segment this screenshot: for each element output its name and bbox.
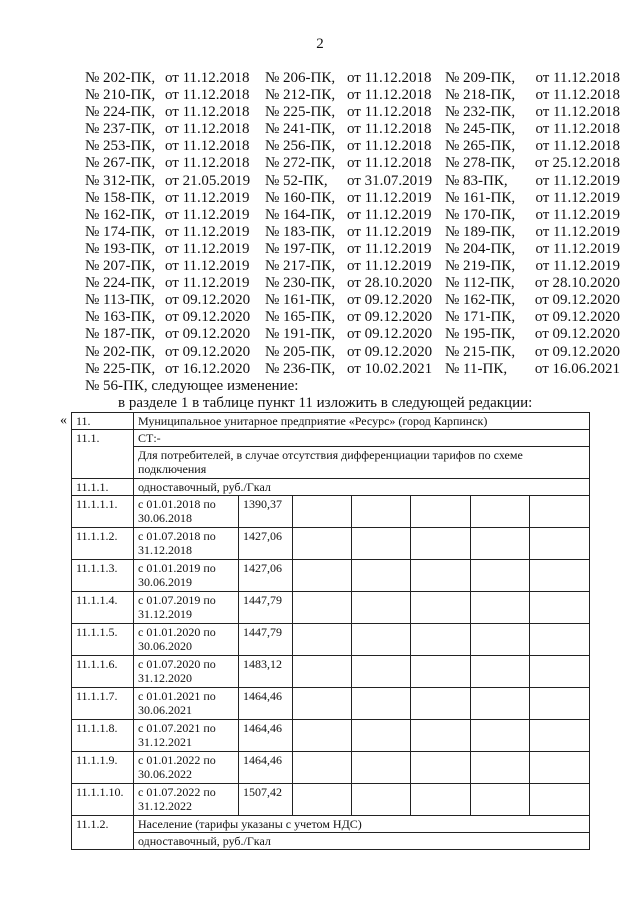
rate-value: 1390,37 <box>239 496 293 528</box>
empty-cell <box>411 752 471 784</box>
decree-row <box>85 309 620 326</box>
decree-date: от 11.12.2018 <box>347 138 432 155</box>
decree-number: № 187-ПК, <box>85 326 156 343</box>
decree-date: от 11.12.2019 <box>535 258 620 275</box>
empty-cell <box>293 496 352 528</box>
rate-type: одноставочный, руб./Гкал <box>134 833 590 850</box>
table-row <box>72 560 590 592</box>
decree-row <box>85 155 620 172</box>
decree-number: № 225-ПК, <box>85 360 156 377</box>
rate-number: 11.1.1.7. <box>72 688 134 720</box>
decree-number: № 230-ПК, <box>265 275 336 292</box>
decree-date: от 11.12.2018 <box>347 121 432 138</box>
decree-date: от 09.12.2020 <box>165 326 251 343</box>
decree-date: от 11.12.2019 <box>535 172 620 189</box>
decree-number: № 112-ПК, <box>445 275 515 292</box>
decree-date: от 09.12.2020 <box>347 343 433 360</box>
decree-date: от 09.12.2020 <box>534 292 620 309</box>
decree-row <box>85 326 620 343</box>
decree-date: от 31.07.2019 <box>347 172 433 189</box>
empty-cell <box>471 688 530 720</box>
rate-value: 1464,46 <box>239 720 293 752</box>
decree-number: № 212-ПК, <box>265 87 336 104</box>
decree-date: от 11.12.2019 <box>347 258 432 275</box>
empty-cell <box>411 560 471 592</box>
table-row <box>72 479 590 496</box>
tariff-table <box>71 412 590 850</box>
decree-date: от 09.12.2020 <box>347 292 433 309</box>
decree-number: № 205-ПК, <box>265 343 336 360</box>
empty-cell <box>530 592 590 624</box>
decree-date: от 09.12.2020 <box>347 309 433 326</box>
decree-date: от 09.12.2020 <box>165 309 251 326</box>
decree-number: № 278-ПК, <box>445 155 516 172</box>
decree-row <box>85 344 620 361</box>
decree-number: № 163-ПК, <box>85 309 156 326</box>
decree-date: от 11.12.2018 <box>347 70 432 86</box>
decree-date: от 11.12.2018 <box>165 70 250 86</box>
decree-number: № 236-ПК, <box>265 360 336 377</box>
decree-date: от 11.12.2018 <box>347 104 432 121</box>
decree-date: от 28.10.2020 <box>534 275 620 292</box>
decree-date: от 25.12.2018 <box>534 155 620 172</box>
empty-cell <box>352 752 411 784</box>
decree-number: № 191-ПК, <box>265 326 336 343</box>
table-row <box>72 413 590 430</box>
decree-date: от 11.12.2019 <box>347 189 432 206</box>
empty-cell <box>471 592 530 624</box>
table-row <box>72 720 590 752</box>
decree-number: № 209-ПК, <box>445 70 516 86</box>
decree-date: от 11.12.2018 <box>165 138 250 155</box>
decree-date: от 11.12.2018 <box>535 138 620 155</box>
population-text: Население (тарифы указаны с учетом НДС) <box>134 816 590 833</box>
rate-period: с 01.01.2022 по 30.06.2022 <box>134 752 239 784</box>
empty-cell <box>471 624 530 656</box>
empty-cell <box>293 688 352 720</box>
decree-number: № 253-ПК, <box>85 138 156 155</box>
decree-number: № 219-ПК, <box>445 258 516 275</box>
decree-list <box>85 70 620 378</box>
decree-row <box>85 138 620 155</box>
table-row <box>72 496 590 528</box>
rate-value: 1447,79 <box>239 624 293 656</box>
empty-cell <box>530 496 590 528</box>
decree-row <box>85 173 620 190</box>
decree-date: от 11.12.2018 <box>165 104 250 121</box>
decree-date: от 11.12.2019 <box>165 275 250 292</box>
item-number: 11. <box>72 413 134 430</box>
table-row <box>72 656 590 688</box>
decree-row <box>85 361 620 378</box>
empty-cell <box>471 560 530 592</box>
rate-period: с 01.07.2022 по 31.12.2022 <box>134 784 239 816</box>
decree-date: от 11.12.2018 <box>347 87 432 104</box>
rate-number: 11.1.1.5. <box>72 624 134 656</box>
decree-number: № 161-ПК, <box>445 189 516 206</box>
decree-number: № 83-ПК, <box>445 172 508 189</box>
rate-period: с 01.01.2019 по 30.06.2019 <box>134 560 239 592</box>
decree-number: № 232-ПК, <box>445 104 516 121</box>
empty-cell <box>293 592 352 624</box>
rate-number: 11.1.1.8. <box>72 720 134 752</box>
empty-cell <box>471 784 530 816</box>
decree-number: № 161-ПК, <box>265 292 336 309</box>
decree-number: № 217-ПК, <box>265 258 336 275</box>
empty-cell <box>411 720 471 752</box>
rate-number: 11.1.1.2. <box>72 528 134 560</box>
item-number: 11.1.2. <box>72 816 134 850</box>
empty-cell <box>411 592 471 624</box>
decree-number: № 237-ПК, <box>85 121 156 138</box>
decree-row <box>85 70 620 87</box>
decree-date: от 09.12.2020 <box>534 343 620 360</box>
rate-period: с 01.01.2020 по 30.06.2020 <box>134 624 239 656</box>
empty-cell <box>293 784 352 816</box>
decree-date: от 11.12.2018 <box>535 87 620 104</box>
decree-date: от 28.10.2020 <box>347 275 433 292</box>
decree-date: от 11.12.2019 <box>535 240 620 257</box>
decree-date: от 11.12.2019 <box>165 223 250 240</box>
decree-tail: № 56-ПК, следующее изменение: <box>85 378 299 394</box>
empty-cell <box>352 592 411 624</box>
empty-cell <box>411 528 471 560</box>
decree-date: от 09.12.2020 <box>534 326 620 343</box>
empty-cell <box>530 784 590 816</box>
consumers-text: Для потребителей, в случае отсутствия дифференциации тарифов по схеме подключения <box>134 447 590 479</box>
rate-period: с 01.07.2021 по 31.12.2021 <box>134 720 239 752</box>
decree-row <box>85 292 620 309</box>
empty-cell <box>530 720 590 752</box>
table-row <box>72 447 590 479</box>
decree-date: от 11.12.2019 <box>347 206 432 223</box>
empty-cell <box>293 656 352 688</box>
table-row <box>72 816 590 833</box>
empty-cell <box>352 688 411 720</box>
decree-number: № 256-ПК, <box>265 138 336 155</box>
empty-cell <box>471 496 530 528</box>
decree-date: от 11.12.2019 <box>535 189 620 206</box>
empty-cell <box>352 784 411 816</box>
decree-date: от 11.12.2018 <box>535 121 620 138</box>
decree-date: от 11.12.2018 <box>347 155 432 172</box>
decree-date: от 09.12.2020 <box>165 343 251 360</box>
decree-number: № 52-ПК, <box>265 172 328 189</box>
empty-cell <box>293 560 352 592</box>
rate-value: 1507,42 <box>239 784 293 816</box>
decree-row <box>85 87 620 104</box>
decree-number: № 171-ПК, <box>445 309 516 326</box>
decree-number: № 162-ПК, <box>445 292 516 309</box>
decree-date: от 11.12.2019 <box>347 240 432 257</box>
rate-period: с 01.07.2020 по 31.12.2020 <box>134 656 239 688</box>
empty-cell <box>293 528 352 560</box>
decree-number: № 195-ПК, <box>445 326 516 343</box>
decree-date: от 21.05.2019 <box>165 172 251 189</box>
decree-number: № 158-ПК, <box>85 189 156 206</box>
section-intro: в разделе 1 в таблице пункт 11 изложить в следующей редакции: <box>118 395 533 411</box>
empty-cell <box>352 624 411 656</box>
decree-number: № 164-ПК, <box>265 206 336 223</box>
rate-value: 1464,46 <box>239 752 293 784</box>
empty-cell <box>352 528 411 560</box>
rate-type: одноставочный, руб./Гкал <box>134 479 590 496</box>
decree-row <box>85 241 620 258</box>
decree-number: № 312-ПК, <box>85 172 156 189</box>
decree-number: № 225-ПК, <box>265 104 336 121</box>
empty-cell <box>530 560 590 592</box>
decree-row <box>85 207 620 224</box>
page-number: 2 <box>316 36 324 52</box>
decree-date: от 11.12.2019 <box>347 223 432 240</box>
empty-cell <box>293 752 352 784</box>
decree-number: № 207-ПК, <box>85 258 156 275</box>
decree-number: № 11-ПК, <box>445 360 508 377</box>
decree-date: от 16.12.2020 <box>165 360 251 377</box>
empty-cell <box>352 560 411 592</box>
decree-number: № 267-ПК, <box>85 155 156 172</box>
decree-number: № 165-ПК, <box>265 309 336 326</box>
decree-date: от 11.12.2019 <box>165 258 250 275</box>
decree-row <box>85 190 620 207</box>
decree-date: от 11.12.2019 <box>535 206 620 223</box>
rate-value: 1427,06 <box>239 528 293 560</box>
decree-date: от 11.12.2019 <box>165 240 250 257</box>
decree-date: от 09.12.2020 <box>165 292 251 309</box>
empty-cell <box>471 720 530 752</box>
table-row <box>72 592 590 624</box>
decree-number: № 193-ПК, <box>85 240 156 257</box>
rate-number: 11.1.1.4. <box>72 592 134 624</box>
table-row <box>72 833 590 850</box>
empty-cell <box>352 656 411 688</box>
decree-date: от 11.12.2018 <box>165 87 250 104</box>
decree-date: от 09.12.2020 <box>347 326 433 343</box>
decree-row <box>85 104 620 121</box>
empty-cell <box>411 496 471 528</box>
decree-number: № 202-ПК, <box>85 70 156 86</box>
decree-number: № 245-ПК, <box>445 121 516 138</box>
decree-number: № 265-ПК, <box>445 138 516 155</box>
decree-date: от 11.12.2018 <box>165 155 250 172</box>
table-row <box>72 624 590 656</box>
table-row <box>72 688 590 720</box>
decree-row <box>85 275 620 292</box>
decree-number: № 183-ПК, <box>265 223 336 240</box>
empty-cell <box>530 688 590 720</box>
decree-date: от 10.02.2021 <box>347 360 433 377</box>
decree-number: № 197-ПК, <box>265 240 336 257</box>
decree-number: № 160-ПК, <box>265 189 336 206</box>
empty-cell <box>530 624 590 656</box>
decree-number: № 210-ПК, <box>85 87 156 104</box>
empty-cell <box>530 752 590 784</box>
open-quote: « <box>60 413 67 428</box>
table-row <box>72 528 590 560</box>
rate-value: 1427,06 <box>239 560 293 592</box>
rate-period: с 01.01.2018 по 30.06.2018 <box>134 496 239 528</box>
empty-cell <box>471 752 530 784</box>
decree-date: от 11.12.2019 <box>165 189 250 206</box>
empty-cell <box>352 496 411 528</box>
decree-number: № 170-ПК, <box>445 206 516 223</box>
rate-number: 11.1.1.6. <box>72 656 134 688</box>
table-row <box>72 430 590 447</box>
table-row <box>72 752 590 784</box>
decree-number: № 174-ПК, <box>85 223 156 240</box>
empty-cell <box>352 720 411 752</box>
empty-cell <box>293 624 352 656</box>
decree-row <box>85 258 620 275</box>
item-number: 11.1. <box>72 430 134 479</box>
empty-cell <box>530 528 590 560</box>
rate-value: 1483,12 <box>239 656 293 688</box>
decree-number: № 272-ПК, <box>265 155 336 172</box>
rate-period: с 01.01.2021 по 30.06.2021 <box>134 688 239 720</box>
empty-cell <box>411 784 471 816</box>
organization-name: Муниципальное унитарное предприятие «Ресурс» (город Карпинск) <box>134 413 590 430</box>
decree-date: от 09.12.2020 <box>534 309 620 326</box>
decree-number: № 224-ПК, <box>85 275 156 292</box>
rate-period: с 01.07.2018 по 31.12.2018 <box>134 528 239 560</box>
empty-cell <box>471 656 530 688</box>
decree-number: № 202-ПК, <box>85 343 156 360</box>
decree-number: № 204-ПК, <box>445 240 516 257</box>
decree-date: от 11.12.2019 <box>165 206 250 223</box>
decree-number: № 162-ПК, <box>85 206 156 223</box>
decree-date: от 16.06.2021 <box>534 360 620 377</box>
decree-number: № 189-ПК, <box>445 223 516 240</box>
decree-number: № 224-ПК, <box>85 104 156 121</box>
decree-row <box>85 224 620 241</box>
empty-cell <box>411 688 471 720</box>
rate-value: 1464,46 <box>239 688 293 720</box>
rate-number: 11.1.1.3. <box>72 560 134 592</box>
table-row <box>72 784 590 816</box>
rate-number: 11.1.1.1. <box>72 496 134 528</box>
decree-row <box>85 121 620 138</box>
decree-number: № 113-ПК, <box>85 292 155 309</box>
decree-date: от 11.12.2018 <box>535 70 620 86</box>
empty-cell <box>471 528 530 560</box>
empty-cell <box>293 720 352 752</box>
item-text: СТ:- <box>134 430 590 447</box>
rate-number: 11.1.1.10. <box>72 784 134 816</box>
decree-number: № 241-ПК, <box>265 121 336 138</box>
decree-date: от 11.12.2019 <box>535 223 620 240</box>
rate-number: 11.1.1.9. <box>72 752 134 784</box>
item-number: 11.1.1. <box>72 479 134 496</box>
decree-date: от 11.12.2018 <box>535 104 620 121</box>
decree-number: № 218-ПК, <box>445 87 516 104</box>
decree-date: от 11.12.2018 <box>165 121 250 138</box>
empty-cell <box>530 656 590 688</box>
decree-number: № 215-ПК, <box>445 343 516 360</box>
rate-value: 1447,79 <box>239 592 293 624</box>
decree-number: № 206-ПК, <box>265 70 336 86</box>
rate-period: с 01.07.2019 по 31.12.2019 <box>134 592 239 624</box>
empty-cell <box>411 624 471 656</box>
empty-cell <box>411 656 471 688</box>
